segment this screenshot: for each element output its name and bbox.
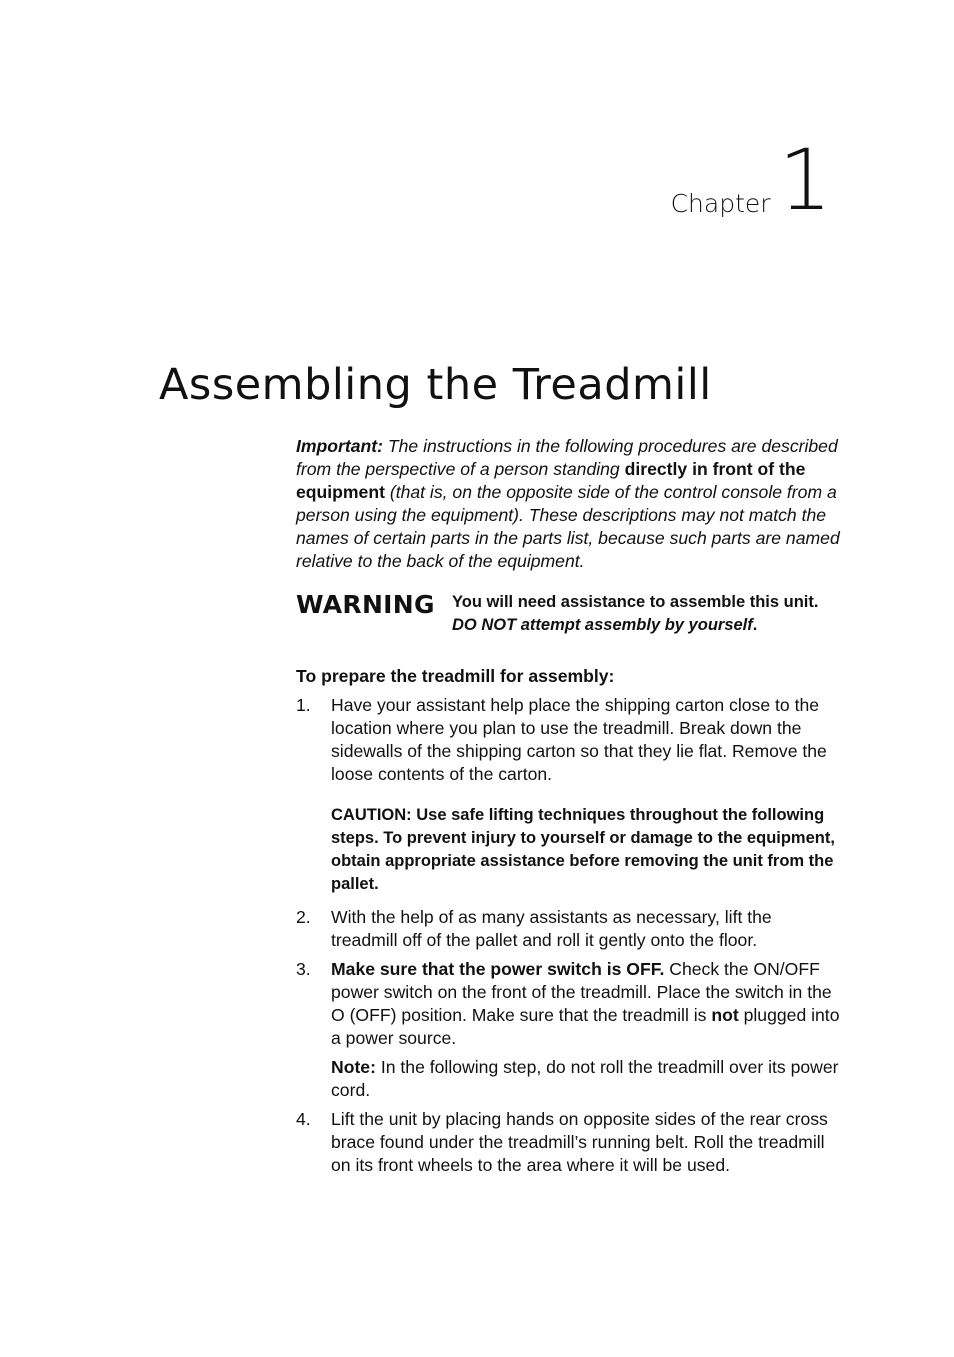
- step-4-text: Lift the unit by placing hands on opposite sides of the rear cross brace found under the treadmill’s running belt. Roll the treadmill on its front wheels to the area where it will be used.: [331, 1109, 828, 1175]
- important-label: Important:: [296, 436, 383, 456]
- warning-line-1: You will need assistance to assemble this unit.: [452, 593, 819, 611]
- step-2-text: With the help of as many assistants as necessary, lift the treadmill off of the pallet and roll it gently onto the floor.: [331, 907, 772, 950]
- important-text-1: The instructions in the following procedures are described from the perspective of a person standing: [296, 436, 838, 479]
- caution-note: CAUTION: Use safe lifting techniques throughout the following steps. To prevent injury to yourself or damage to the equipment, obtain appropriate assistance before removing the unit from the pallet.: [331, 806, 835, 893]
- step-4-number: 4.: [296, 1109, 311, 1129]
- chapter-label: Chapter: [670, 189, 771, 218]
- step-3: [296, 958, 841, 1050]
- note-text: In the following step, do not roll the treadmill over its power cord.: [331, 1057, 839, 1100]
- step-1-number: 1.: [296, 695, 311, 715]
- warning-line-2: [452, 614, 818, 637]
- step-1-text: Have your assistant help place the shipping carton close to the location where you plan to use the treadmill. Break down the sidewalls of the shipping carton so that they lie flat. Remove the loose contents of the carton.: [331, 695, 827, 784]
- step-3-number: 3.: [296, 959, 311, 979]
- note-label: Note:: [331, 1057, 376, 1077]
- step-1: [296, 694, 841, 786]
- warning-label: WARNING: [296, 590, 435, 619]
- important-bold: directly in front of the equipment: [296, 459, 806, 502]
- note: [331, 1056, 841, 1102]
- warning-text: [452, 591, 818, 637]
- content-body: [296, 435, 841, 1183]
- warning-block: [296, 591, 841, 637]
- important-note: [296, 435, 841, 573]
- procedure-steps: [296, 694, 841, 1177]
- step-3-bold: Make sure that the power switch is OFF.: [331, 959, 665, 979]
- chapter-heading: [670, 131, 832, 229]
- procedure-heading: To prepare the treadmill for assembly:: [296, 666, 615, 686]
- step-2-number: 2.: [296, 907, 311, 927]
- warning-line-2-italic: DO NOT attempt assembly by yourself: [452, 616, 753, 634]
- step-3-text-1: Check the ON/OFF power switch on the front of the treadmill. Place the switch in the O (OFF) position. Make sure that the treadmill is: [331, 959, 832, 1025]
- step-3-bold-2: not: [711, 1005, 739, 1025]
- page-title: Assembling the Treadmill: [159, 360, 712, 410]
- chapter-number: 1: [778, 131, 832, 229]
- step-3-text-2: plugged into a power source.: [331, 1005, 840, 1048]
- warning-line-2-end: .: [752, 616, 758, 634]
- important-text-2: (that is, on the opposite side of the control console from a person using the equipment). These descriptions may not match the names of certain parts in the parts list, because such parts are named relative to the back of the equipment.: [296, 482, 840, 571]
- step-3-text: [331, 958, 841, 1050]
- step-4: [296, 1108, 841, 1177]
- step-2: [296, 906, 841, 952]
